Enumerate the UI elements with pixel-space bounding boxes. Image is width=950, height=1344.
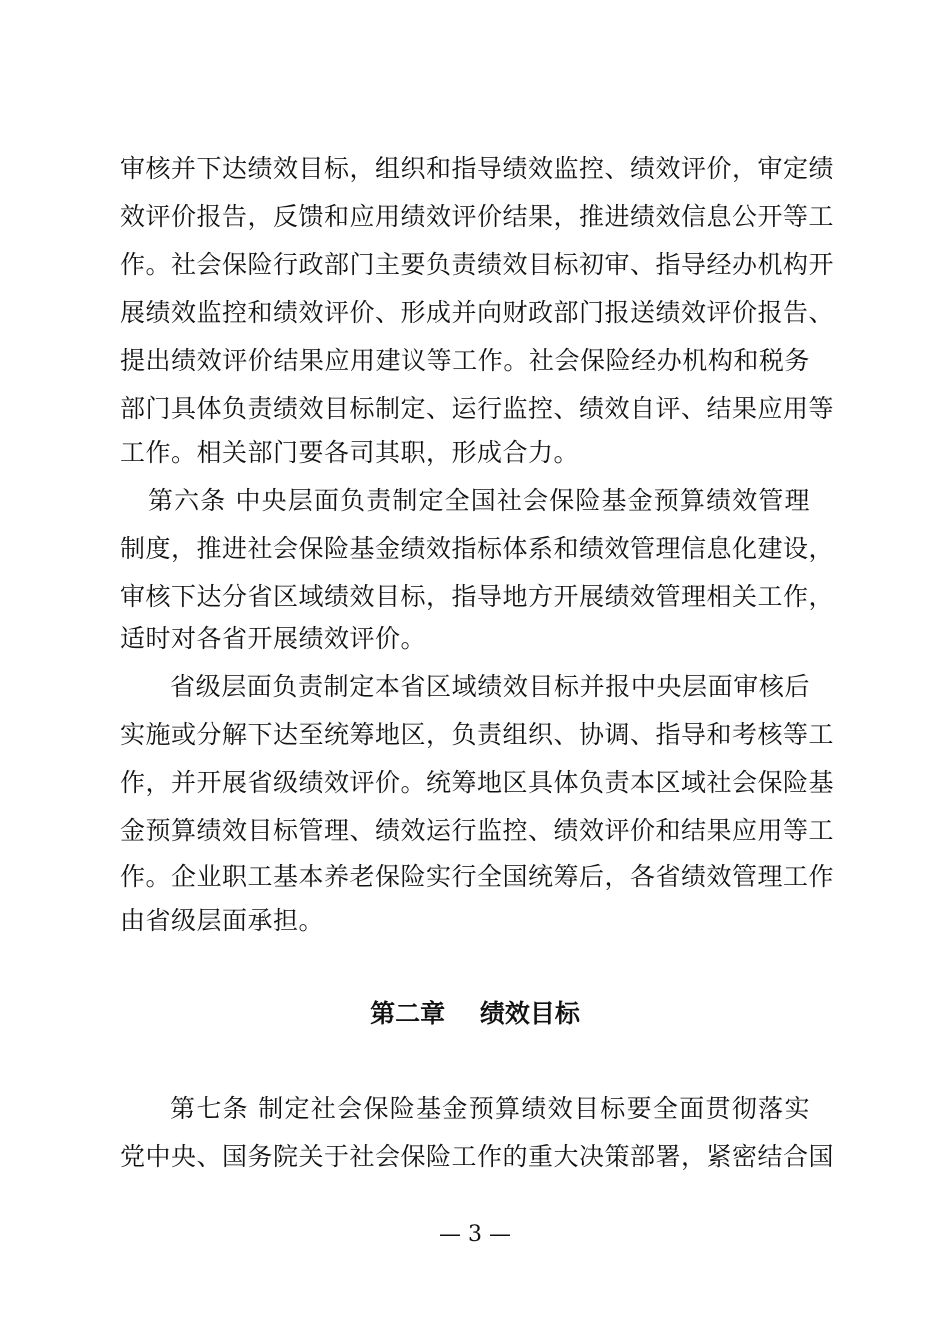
body-line: 审核下达分省区域绩效目标，指导地方开展绩效管理相关工作， bbox=[120, 582, 835, 611]
body-line: 作，并开展省级绩效评价。统筹地区具体负责本区域社会保险基 bbox=[120, 768, 835, 797]
body-line: 适时对各省开展绩效评价。 bbox=[120, 624, 427, 653]
body-line: 工作。相关部门要各司其职，形成合力。 bbox=[120, 438, 580, 467]
body-line: 金预算绩效目标管理、绩效运行监控、绩效评价和结果应用等工 bbox=[120, 816, 835, 845]
body-line: 效评价报告，反馈和应用绩效评价结果，推进绩效信息公开等工 bbox=[120, 202, 835, 231]
body-line: 由省级层面承担。 bbox=[120, 906, 325, 935]
body-line: 提出绩效评价结果应用建议等工作。社会保险经办机构和税务 bbox=[120, 346, 810, 375]
body-line: 展绩效监控和绩效评价、形成并向财政部门报送绩效评价报告、 bbox=[120, 298, 835, 327]
body-line: 制度，推进社会保险基金绩效指标体系和绩效管理信息化建设， bbox=[120, 534, 835, 563]
body-line: 党中央、国务院关于社会保险工作的重大决策部署，紧密结合国 bbox=[120, 1142, 835, 1171]
body-line: 作。社会保险行政部门主要负责绩效目标初审、指导经办机构开 bbox=[120, 250, 835, 279]
article-6-line: 第六条 中央层面负责制定全国社会保险基金预算绩效管理 bbox=[148, 486, 810, 515]
body-line: 审核并下达绩效目标，组织和指导绩效监控、绩效评价，审定绩 bbox=[120, 154, 835, 183]
body-line: 作。企业职工基本养老保险实行全国统筹后，各省绩效管理工作 bbox=[120, 862, 835, 891]
chapter-heading: 第二章 绩效目标 bbox=[370, 999, 580, 1028]
article-7-line: 第七条 制定社会保险基金预算绩效目标要全面贯彻落实 bbox=[170, 1094, 810, 1123]
paragraph-start-line: 省级层面负责制定本省区域绩效目标并报中央层面审核后 bbox=[170, 672, 810, 701]
page-number: — 3 — bbox=[439, 1222, 511, 1247]
body-line: 实施或分解下达至统筹地区，负责组织、协调、指导和考核等工 bbox=[120, 720, 835, 749]
body-line: 部门具体负责绩效目标制定、运行监控、绩效自评、结果应用等 bbox=[120, 394, 835, 423]
